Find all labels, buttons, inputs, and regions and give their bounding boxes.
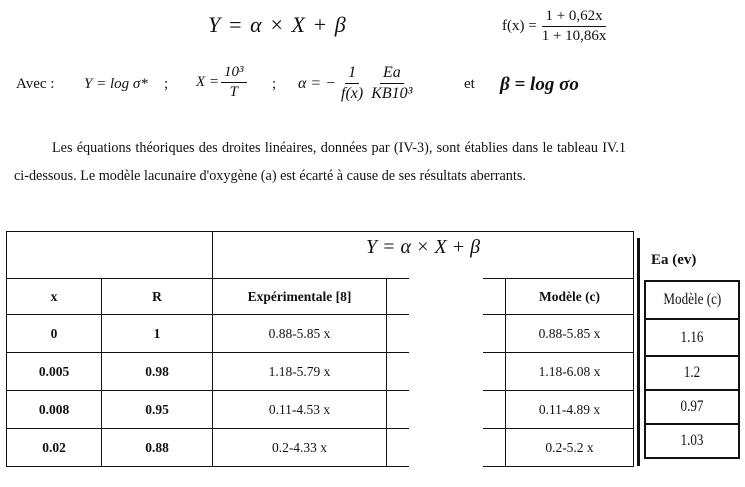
ea-value (645, 319, 739, 356)
definitions-line (16, 62, 736, 112)
cell-x: 0.005 (7, 353, 102, 391)
ea-header (645, 281, 739, 319)
table-row (7, 429, 634, 467)
fx-equation (502, 8, 609, 45)
y-definition: Y = log σ* (84, 76, 148, 92)
cell-model: 0.88-5.85 x (506, 315, 634, 353)
cell-r: 1 (102, 315, 213, 353)
separator: ; (164, 76, 169, 92)
beta-definition: β = log σo (500, 74, 579, 95)
obscured-column-mask (409, 277, 483, 467)
main-equation: Y = α × X + β (208, 12, 347, 37)
et-word: et (464, 76, 475, 92)
ea-value (645, 390, 739, 424)
table-equation-header: Y = α × X + β (213, 232, 634, 279)
cell-x: 0.008 (7, 391, 102, 429)
ea-title: Ea (ev) (651, 252, 697, 268)
alpha-lhs: α = − (298, 74, 336, 92)
cell-r: 0.88 (102, 429, 213, 467)
table-row (7, 315, 634, 353)
cell-model: 1.18-6.08 x (506, 353, 634, 391)
cell-x: 0.02 (7, 429, 102, 467)
ea-value-text: 1.2 (683, 364, 701, 381)
col-header-experimental: Expérimentale [8] (213, 279, 387, 315)
ea-value (645, 424, 739, 458)
ea-value-text: 1.03 (680, 432, 704, 449)
ea-value-text: 0.97 (680, 398, 704, 415)
cell-model: 0.2-5.2 x (506, 429, 634, 467)
col-header-model-c: Modèle (c) (506, 279, 634, 315)
alpha-num-1: 1 (345, 64, 359, 84)
col-header-x: x (7, 279, 102, 315)
ea-header-label: Modèle (c) (663, 291, 721, 308)
x-lhs: X = (196, 74, 220, 90)
table-row (7, 353, 634, 391)
paragraph-text: Les équations théoriques des droites linéaires, données par (IV-3), sont établies dans le tableau IV.1 ci-dessous. Le modèle lacunaire d'oxygène (a) est écarté à cause de ses résultats aberrants. (14, 140, 626, 184)
x-denominator: T (229, 84, 238, 100)
fx-fraction (539, 8, 610, 45)
separator: ; (272, 76, 277, 92)
cell-x: 0 (7, 315, 102, 353)
fx-label: f(x) = (502, 18, 537, 34)
x-fraction (221, 64, 247, 101)
col-header-r: R (102, 279, 213, 315)
ea-table (644, 280, 740, 459)
alpha-den-2: KB10³ (371, 85, 413, 102)
ea-value (645, 356, 739, 390)
cell-exp: 0.11-4.53 x (213, 391, 387, 429)
alpha-den-1: f(x) (341, 85, 364, 102)
fx-denominator: 1 + 10,86x (541, 28, 607, 44)
cell-r: 0.95 (102, 391, 213, 429)
cell-exp: 0.2-4.33 x (213, 429, 387, 467)
alpha-fraction-2 (368, 64, 415, 103)
alpha-num-2: Ea (380, 64, 404, 84)
ea-value-text: 1.16 (680, 328, 704, 346)
cell-model: 0.11-4.89 x (506, 391, 634, 429)
fx-numerator: 1 + 0,62x (542, 8, 605, 27)
results-table (6, 231, 634, 467)
cell-exp: 0.88-5.85 x (213, 315, 387, 353)
x-numerator: 10³ (221, 64, 247, 83)
cell-exp: 1.18-5.79 x (213, 353, 387, 391)
empty-corner-cell (7, 232, 213, 279)
body-paragraph (14, 135, 626, 190)
table-row (7, 391, 634, 429)
ea-divider-line (637, 238, 640, 466)
avec-label: Avec : (16, 76, 55, 92)
alpha-fraction-1 (338, 64, 366, 103)
cell-r: 0.98 (102, 353, 213, 391)
